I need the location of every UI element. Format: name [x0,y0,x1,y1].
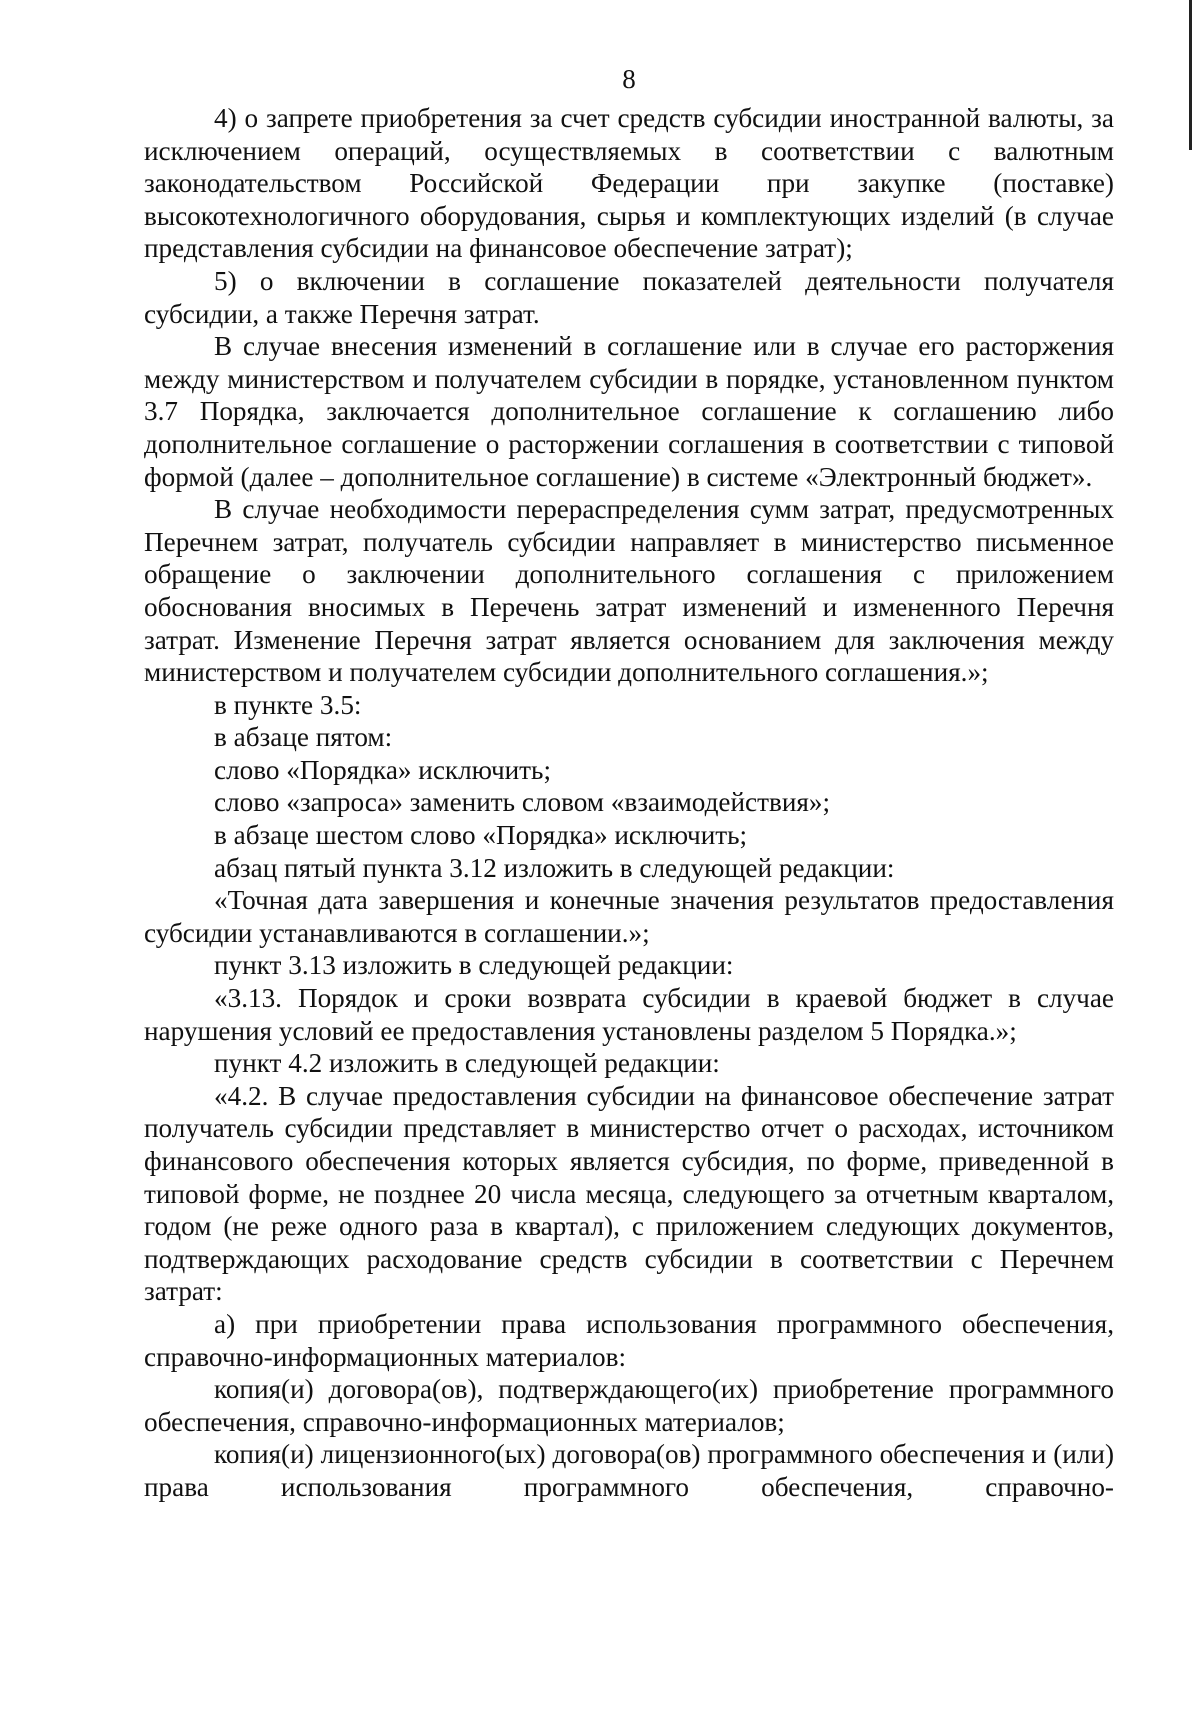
paragraph-word-zaprosa: слово «запроса» заменить словом «взаимодействия»; [214,787,831,818]
paragraph-agreement-changes: В случае внесения изменений в соглашение или в случае его расторжения между министерством и получателем субсидии в порядке, установленном пунктом 3.7 Порядка, заключается дополнительное соглашение к соглашению либо дополнительное соглашение о расторжении соглашения в соответствии с типовой формой (далее – дополнительное соглашение) в системе «Электронный бюджет». [144,331,1114,492]
paragraph-point-3-12: абзац пятый пункта 3.12 изложить в следующей редакции: [214,852,895,883]
paragraph-fifth-para: в абзаце пятом: [214,722,393,753]
paragraph-license-copy: копия(и) лицензионного(ых) договора(ов) программного обеспечения и (или) права использования программного обеспечения, справочно- [144,1439,1114,1502]
paragraph-3-13-text: «3.13. Порядок и сроки возврата субсидии в краевой бюджет в случае нарушения условий ее предоставления установлены разделом 5 Порядка.»; [144,983,1114,1046]
paragraph-item-a: а) при приобретении права использования программного обеспечения, справочно-информационных материалов: [144,1308,1114,1372]
paragraph-sixth-para: в абзаце шестом слово «Порядка» исключить; [214,820,748,851]
page-number: 8 [622,64,636,94]
paragraph-point-4-2: пункт 4.2 изложить в следующей редакции: [214,1048,720,1079]
paragraph-contract-copy: копия(и) договора(ов), подтверждающего(их) приобретение программного обеспечения, справочно-информационных материалов; [144,1374,1114,1437]
paragraph-exact-date: «Точная дата завершения и конечные значения результатов предоставления субсидии устанавливаются в соглашении.»; [144,885,1114,948]
paragraph-4-2-text: «4.2. В случае предоставления субсидии на финансовое обеспечение затрат получатель субсидии представляет в министерство отчет о расходах, источником финансового обеспечения которых является субсидия, по форме, приведенной в типовой форме, не позднее 20 числа месяца, следующего за отчетным кварталом, годом (не реже одного раза в квартал), с приложением следующих документов, подтверждающих расходование средств субсидии в соответствии с Перечнем затрат: [144,1080,1114,1307]
paragraph-item-4: 4) о запрете приобретения за счет средств субсидии иностранной валюты, за исключением операций, осуществляемых в соответствии с валютным законодательством Российской Федерации при закупке (поставке) высокотехнологичного оборудования, сырья и комплектующих изделий (в случае представления субсидии на финансовое обеспечение затрат); [144,103,1114,264]
paragraph-cost-redistribution: В случае необходимости перераспределения сумм затрат, предусмотренных Перечнем затрат, получатель субсидии направляет в министерство письменное обращение о заключении дополнительного соглашения с приложением обоснования вносимых в Перечень затрат изменений и измененного Перечня затрат. Изменение Перечня затрат является основанием для заключения между министерством и получателем субсидии дополнительного соглашения.»; [144,494,1114,688]
scan-edge-line [1189,0,1192,150]
paragraph-point-3-13: пункт 3.13 изложить в следующей редакции: [214,950,734,981]
paragraph-item-5: 5) о включении в соглашение показателей деятельности получателя субсидии, а также Перечня затрат. [144,265,1114,329]
paragraph-point-3-5: в пункте 3.5: [214,689,362,720]
paragraph-word-poryadka: слово «Порядка» исключить; [214,754,552,785]
document-page [144,62,1114,1504]
